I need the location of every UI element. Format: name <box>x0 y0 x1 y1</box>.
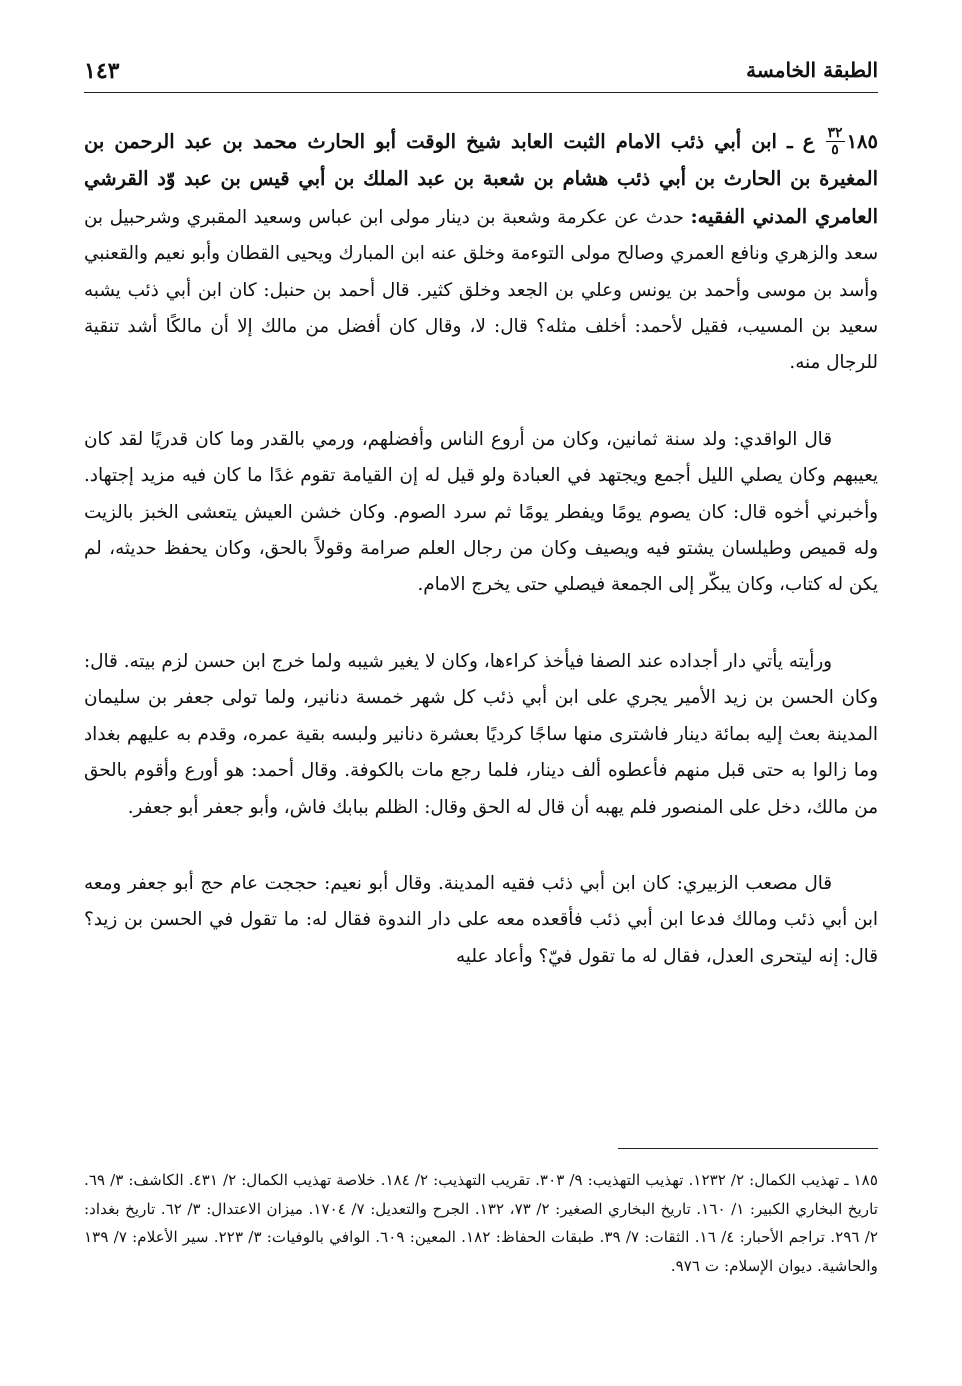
header-rule <box>84 92 878 93</box>
main-text <box>84 124 878 975</box>
page-header <box>84 58 878 90</box>
entry-heading: ع ـ ابن أبي ذئب الامام الثبت العابد شيخ الوقت أبو الحارث محمد بن عبد الرحمن بن المغيرة بن الحارث بن أبي ذئب هشام بن شعبة بن عبد الملك بن أبي قيس بن عبد وّد القرشي العامري المدني الفقيه: <box>84 130 878 228</box>
entry-fraction <box>826 126 845 157</box>
paragraph-house: ورأيته يأتي دار أجداده عند الصفا فيأخذ كراءها، وكان لا يغير شيبه ولما خرج ابن حسن لزم بيته. قال: وكان الحسن بن زيد الأمير يجري على ابن أبي ذئب كل شهر خمسة دنانير، ولما تولى جعفر بن سليمان المدينة بعث إليه بمائة دينار فاشترى منها ساجًا كرديًا بعشرة دنانير ولبسه بقية عمره، وقدم به عليهم بغداد وما زالوا به حتى قبل منهم فأعطوه ألف دينار، فلما رجع مات بالكوفة. وقال أحمد: هو أورع وأقوم بالحق من مالك، دخل على المنصور فلم يهبه أن قال له الحق وقال: الظلم ببابك فاش، وأبو جعفر أبو جعفر. <box>84 650 878 818</box>
paragraph-zubayri: قال مصعب الزبيري: كان ابن أبي ذئب فقيه المدينة. وقال أبو نعيم: حججت عام حج أبو جعفر ومعه ابن أبي ذئب ومالك فدعا ابن أبي ذئب فأقعده معه على دار الندوة فقال له: ما تقول في الحسن بن زيد؟ قال: إنه ليتحرى العدل، فقال له ما تقول فيّ؟ وأعاد عليه <box>84 872 878 967</box>
page-number: ١٤٣ <box>84 58 120 84</box>
paragraph-waqidi: قال الواقدي: ولد سنة ثمانين، وكان من أروع الناس وأفضلهم، ورمي بالقدر وما كان قدريًا لقد كان يعيبهم وكان يصلي الليل أجمع ويجتهد في العبادة ولو قيل له إن القيامة تقوم غدًا ما كان فيه مزيد إجتهاد. وأخبرني أخوه قال: كان يصوم يومًا ويفطر يومًا ثم سرد الصوم. وكان خشن العيش يتعشى الخبز بالزيت وله قميص وطيلسان يشتو فيه ويصيف وكان من رجال العلم صرامة وقولاً بالحق، وكان يحفظ حديثه، لم يكن له كتاب، وكان يبكّر إلى الجمعة فيصلي حتى يخرج الامام. <box>84 428 878 596</box>
running-title: الطبقة الخامسة <box>746 58 878 82</box>
entry-paragraph <box>84 124 878 382</box>
entry-text: حدث عن عكرمة وشعبة بن دينار مولى ابن عباس وسعيد المقبري وشرحبيل بن سعد والزهري ونافع العمري وصالح مولى التوءمة وخلق عنه ابن المبارك ويحيى القطان وأبو نعيم والقعنبي وأسد بن موسى وأحمد بن يونس وعلي بن الجعد وخلق كثير. قال أحمد بن حنبل: كان ابن أبي ذئب يشبه سعيد بن المسيب، فقيل لأحمد: أخلف مثله؟ قال: لا، وقال كان أفضل من مالك إلا أن مالكًا أشد تنقية للرجال منه. <box>84 206 878 374</box>
footnote: ١٨٥ ـ تهذيب الكمال: ٢/ ١٢٣٢. تهذيب التهذيب: ٩/ ٣٠٣. تقريب التهذيب: ٢/ ١٨٤. خلاصة تهذيب الكمال: ٢/ ٤٣١. الكاشف: ٣/ ٦٩. تاريخ البخاري الكبير: ١/ ١٦٠. تاريخ البخاري الصغير: ٢/ ٧٣، ١٣٢. الجرح والتعديل: ٧/ ١٧٠٤. ميزان الاعتدال: ٣/ ٦٢. تاريخ بغداد: ٢/ ٢٩٦. تراجم الأحبار: ٤/ ١٦. الثقات: ٧/ ٣٩. طبقات الحفاظ: ١٨٢. المعين: ٦٠٩. الوافي بالوفيات: ٣/ ٢٢٣. سير الأعلام: ٧/ ١٣٩ والحاشية. ديوان الإسلام: ت ٩٧٦. <box>84 1171 879 1275</box>
fraction-denominator: ٥ <box>831 142 839 158</box>
fraction-numerator: ٣٢ <box>827 125 843 141</box>
entry-number: ١٨٥ <box>846 130 878 153</box>
footnote-rule <box>618 1148 878 1149</box>
